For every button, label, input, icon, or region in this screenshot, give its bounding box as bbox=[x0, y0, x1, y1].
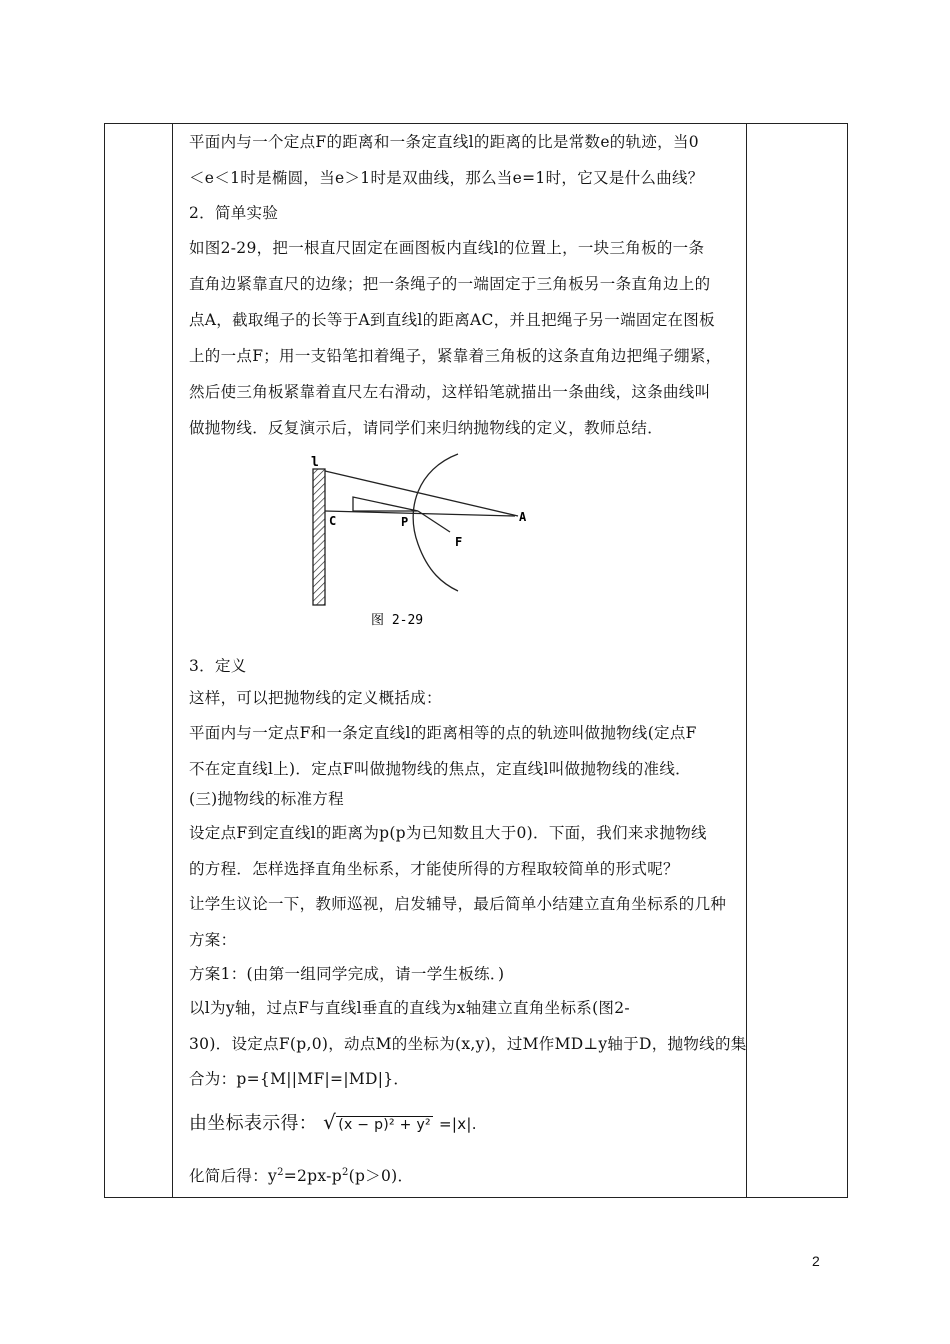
section-heading: 3．定义 bbox=[189, 657, 247, 675]
text-line: 以l为y轴，过点F与直线l垂直的直线为x轴建立直角坐标系(图2- bbox=[189, 999, 630, 1017]
equation-suffix: (p＞0)． bbox=[348, 1167, 414, 1185]
sqrt-symbol: √ bbox=[323, 1110, 337, 1134]
exponent: 2 bbox=[277, 1166, 284, 1178]
equation-prefix: 化简后得：y bbox=[189, 1167, 278, 1185]
equation-middle: =2px-p bbox=[283, 1167, 342, 1185]
triangle-shape bbox=[353, 497, 418, 511]
column-divider-left bbox=[172, 124, 173, 1197]
text-line: 方案1：(由第一组同学完成，请一学生板练．) bbox=[189, 965, 505, 983]
formula-radicand: (x − p)² + y² bbox=[338, 1117, 431, 1133]
text-line: 做抛物线．反复演示后，请同学们来归纳抛物线的定义，教师总结． bbox=[189, 419, 664, 437]
text-line: 让学生议论一下，教师巡视，启发辅导，最后简单小结建立直角坐标系的几种 bbox=[189, 895, 727, 913]
lesson-table bbox=[104, 123, 848, 1198]
formula-prefix: 由坐标表示得： bbox=[189, 1113, 318, 1134]
string-line bbox=[325, 471, 518, 516]
text-line: 如图2-29，把一根直尺固定在画图板内直线l的位置上，一块三角板的一条 bbox=[189, 239, 705, 257]
section-heading: 2．简单实验 bbox=[189, 204, 279, 222]
section-heading: (三)抛物线的标准方程 bbox=[189, 790, 344, 808]
label-f: F bbox=[455, 535, 463, 549]
text-line: 的方程．怎样选择直角坐标系，才能使所得的方程取较简单的形式呢？ bbox=[189, 860, 679, 878]
text-line: 平面内与一定点F和一条定直线l的距离相等的点的轨迹叫做抛物线(定点F bbox=[189, 724, 697, 742]
label-l: l bbox=[311, 455, 319, 470]
ruler-shape bbox=[313, 469, 325, 605]
label-a: A bbox=[519, 510, 527, 524]
formula-rhs: =|x|. bbox=[439, 1115, 477, 1133]
text-line: 这样，可以把抛物线的定义概括成： bbox=[189, 689, 442, 707]
text-line: 合为：p={M||MF|=|MD|}． bbox=[189, 1070, 410, 1088]
text-line: 平面内与一个定点F的距离和一条定直线l的距离的比是常数e的轨迹，当0 bbox=[189, 133, 699, 151]
text-line: 设定点F到定直线l的距离为p(p为已知数且大于0)．下面，我们来求抛物线 bbox=[189, 824, 707, 842]
figure-caption: 图 2-29 bbox=[371, 613, 424, 628]
coordinate-formula bbox=[189, 1109, 477, 1135]
figure-2-29 bbox=[283, 454, 527, 634]
text-line: 方案： bbox=[189, 931, 237, 949]
label-c: C bbox=[329, 514, 337, 528]
text-line: 不在定直线l上)．定点F叫做抛物线的焦点，定直线l叫做抛物线的准线． bbox=[189, 760, 691, 778]
exponent: 2 bbox=[341, 1166, 349, 1178]
simplified-equation bbox=[189, 1164, 413, 1186]
label-p: P bbox=[401, 515, 409, 529]
text-line: 点A，截取绳子的长等于A到直线l的距离AC，并且把绳子另一端固定在图板 bbox=[189, 311, 715, 329]
text-line: 直角边紧靠直尺的边缘；把一条绳子的一端固定于三角板另一条直角边上的 bbox=[189, 275, 711, 293]
text-line: 上的一点F；用一支铅笔扣着绳子，紧靠着三角板的这条直角边把绳子绷紧， bbox=[189, 347, 722, 365]
text-line: 然后使三角板紧靠着直尺左右滑动，这样铅笔就描出一条曲线，这条曲线叫 bbox=[189, 383, 711, 401]
page-number: 2 bbox=[812, 1253, 820, 1269]
text-line: 30)．设定点F(p,0)，动点M的坐标为(x,y)，过M作MD⊥y轴于D，抛物线的集 bbox=[189, 1035, 747, 1053]
text-line: ＜e＜1时是椭圆，当e＞1时是双曲线，那么当e=1时，它又是什么曲线？ bbox=[189, 169, 704, 187]
